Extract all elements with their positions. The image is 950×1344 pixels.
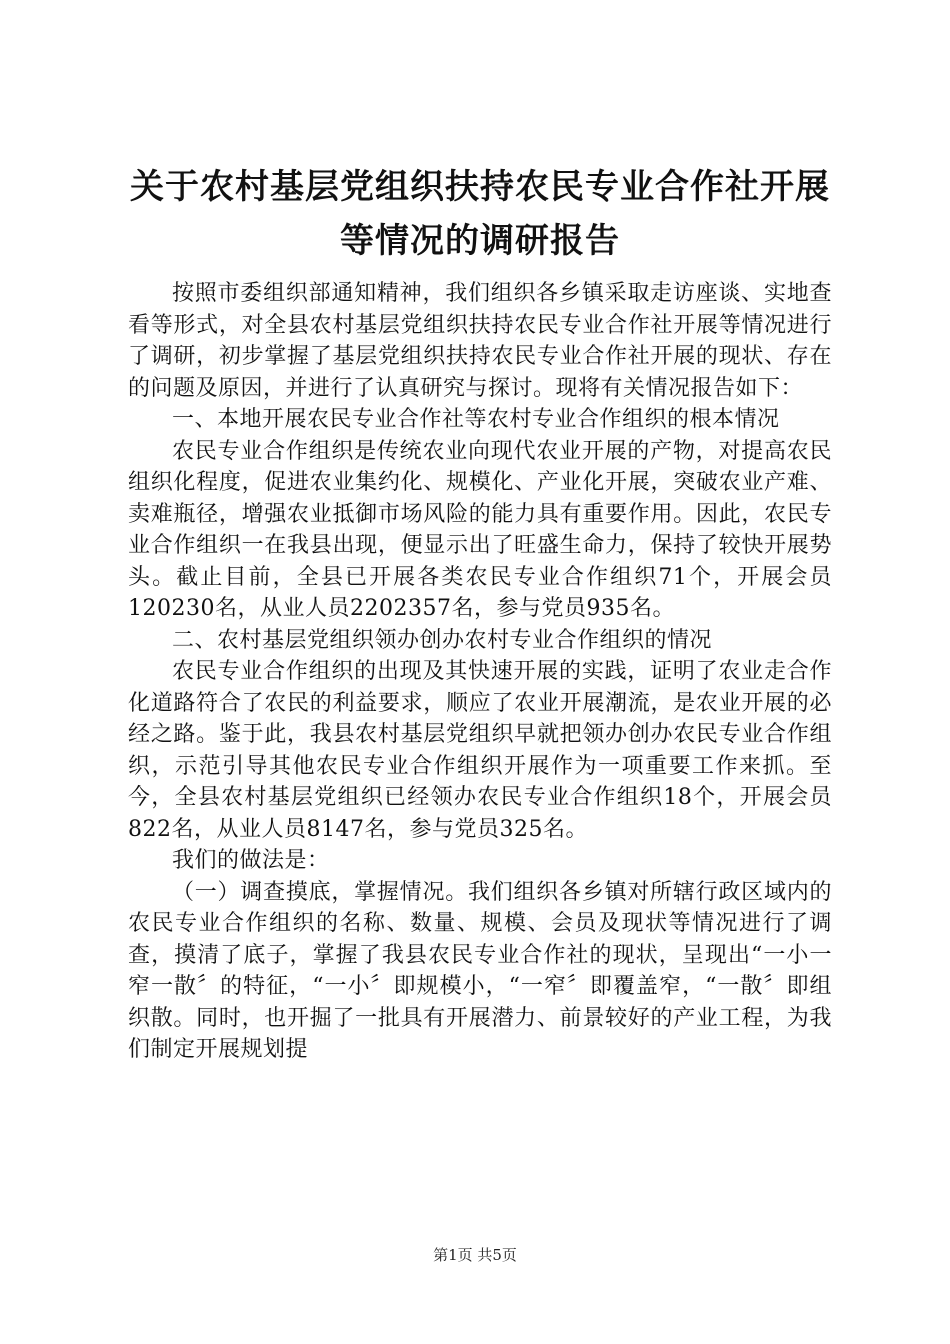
section-heading-1: 一、本地开展农民专业合作社等农村专业合作组织的根本情况 bbox=[172, 407, 780, 432]
document-body bbox=[128, 278, 832, 1066]
paragraph-method-1: （一）调查摸底，掌握情况。我们组织各乡镇对所辖行政区域内的农民专业合作组织的名称、数量、规模、会员及现状等情况进行了调查，摸清了底子，掌握了我县农民专业合作社的现状，呈现出“一小一窄一散〞的特征，“一小〞即规模小，“一窄〞即覆盖窄，“一散〞即组织散。同时，也开掘了一批具有开展潜力、前景较好的产业工程，为我们制定开展规划提 bbox=[128, 879, 832, 1062]
paragraph-intro: 按照市委组织部通知精神，我们组织各乡镇采取走访座谈、实地查看等形式，对全县农村基层党组织扶持农民专业合作社开展等情况进行了调研，初步掌握了基层党组织扶持农民专业合作社开展的现状、存在的问题及原因，并进行了认真研究与探讨。现将有关情况报告如下： bbox=[128, 281, 832, 401]
paragraph-section-2: 农民专业合作组织的出现及其快速开展的实践，证明了农业走合作化道路符合了农民的利益要求，顺应了农业开展潮流，是农业开展的必经之路。鉴于此，我县农村基层党组织早就把领办创办农民专业合作组织，示范引导其他农民专业合作组织开展作为一项重要工作来抓。至今，全县农村基层党组织已经领办农民专业合作组织18个，开展会员822名，从业人员8147名，参与党员325名。 bbox=[128, 659, 832, 842]
document-page bbox=[128, 160, 832, 1066]
section-heading-2: 二、农村基层党组织领办创办农村专业合作组织的情况 bbox=[172, 627, 713, 653]
document-title bbox=[128, 160, 832, 268]
title-line-2: 等情况的调研报告 bbox=[340, 221, 620, 261]
paragraph-section-1: 农民专业合作组织是传统农业向现代农业开展的产物，对提高农民组织化程度，促进农业集约化、规模化、产业化开展，突破农业产难、卖难瓶径，增强农业抵御市场风险的能力具有重要作用。因此，农民专业合作组织一在我县出现，便显示出了旺盛生命力，保持了较快开展势头。截止目前，全县已开展各类农民专业合作组织71个，开展会员120230名，从业人员2202357名，参与党员935名。 bbox=[128, 438, 832, 621]
page-number-footer: 第1页 共5页 bbox=[433, 1246, 517, 1264]
paragraph-methods-intro: 我们的做法是： bbox=[172, 848, 330, 873]
title-line-1: 关于农村基层党组织扶持农民专业合作社开展 bbox=[130, 167, 830, 207]
